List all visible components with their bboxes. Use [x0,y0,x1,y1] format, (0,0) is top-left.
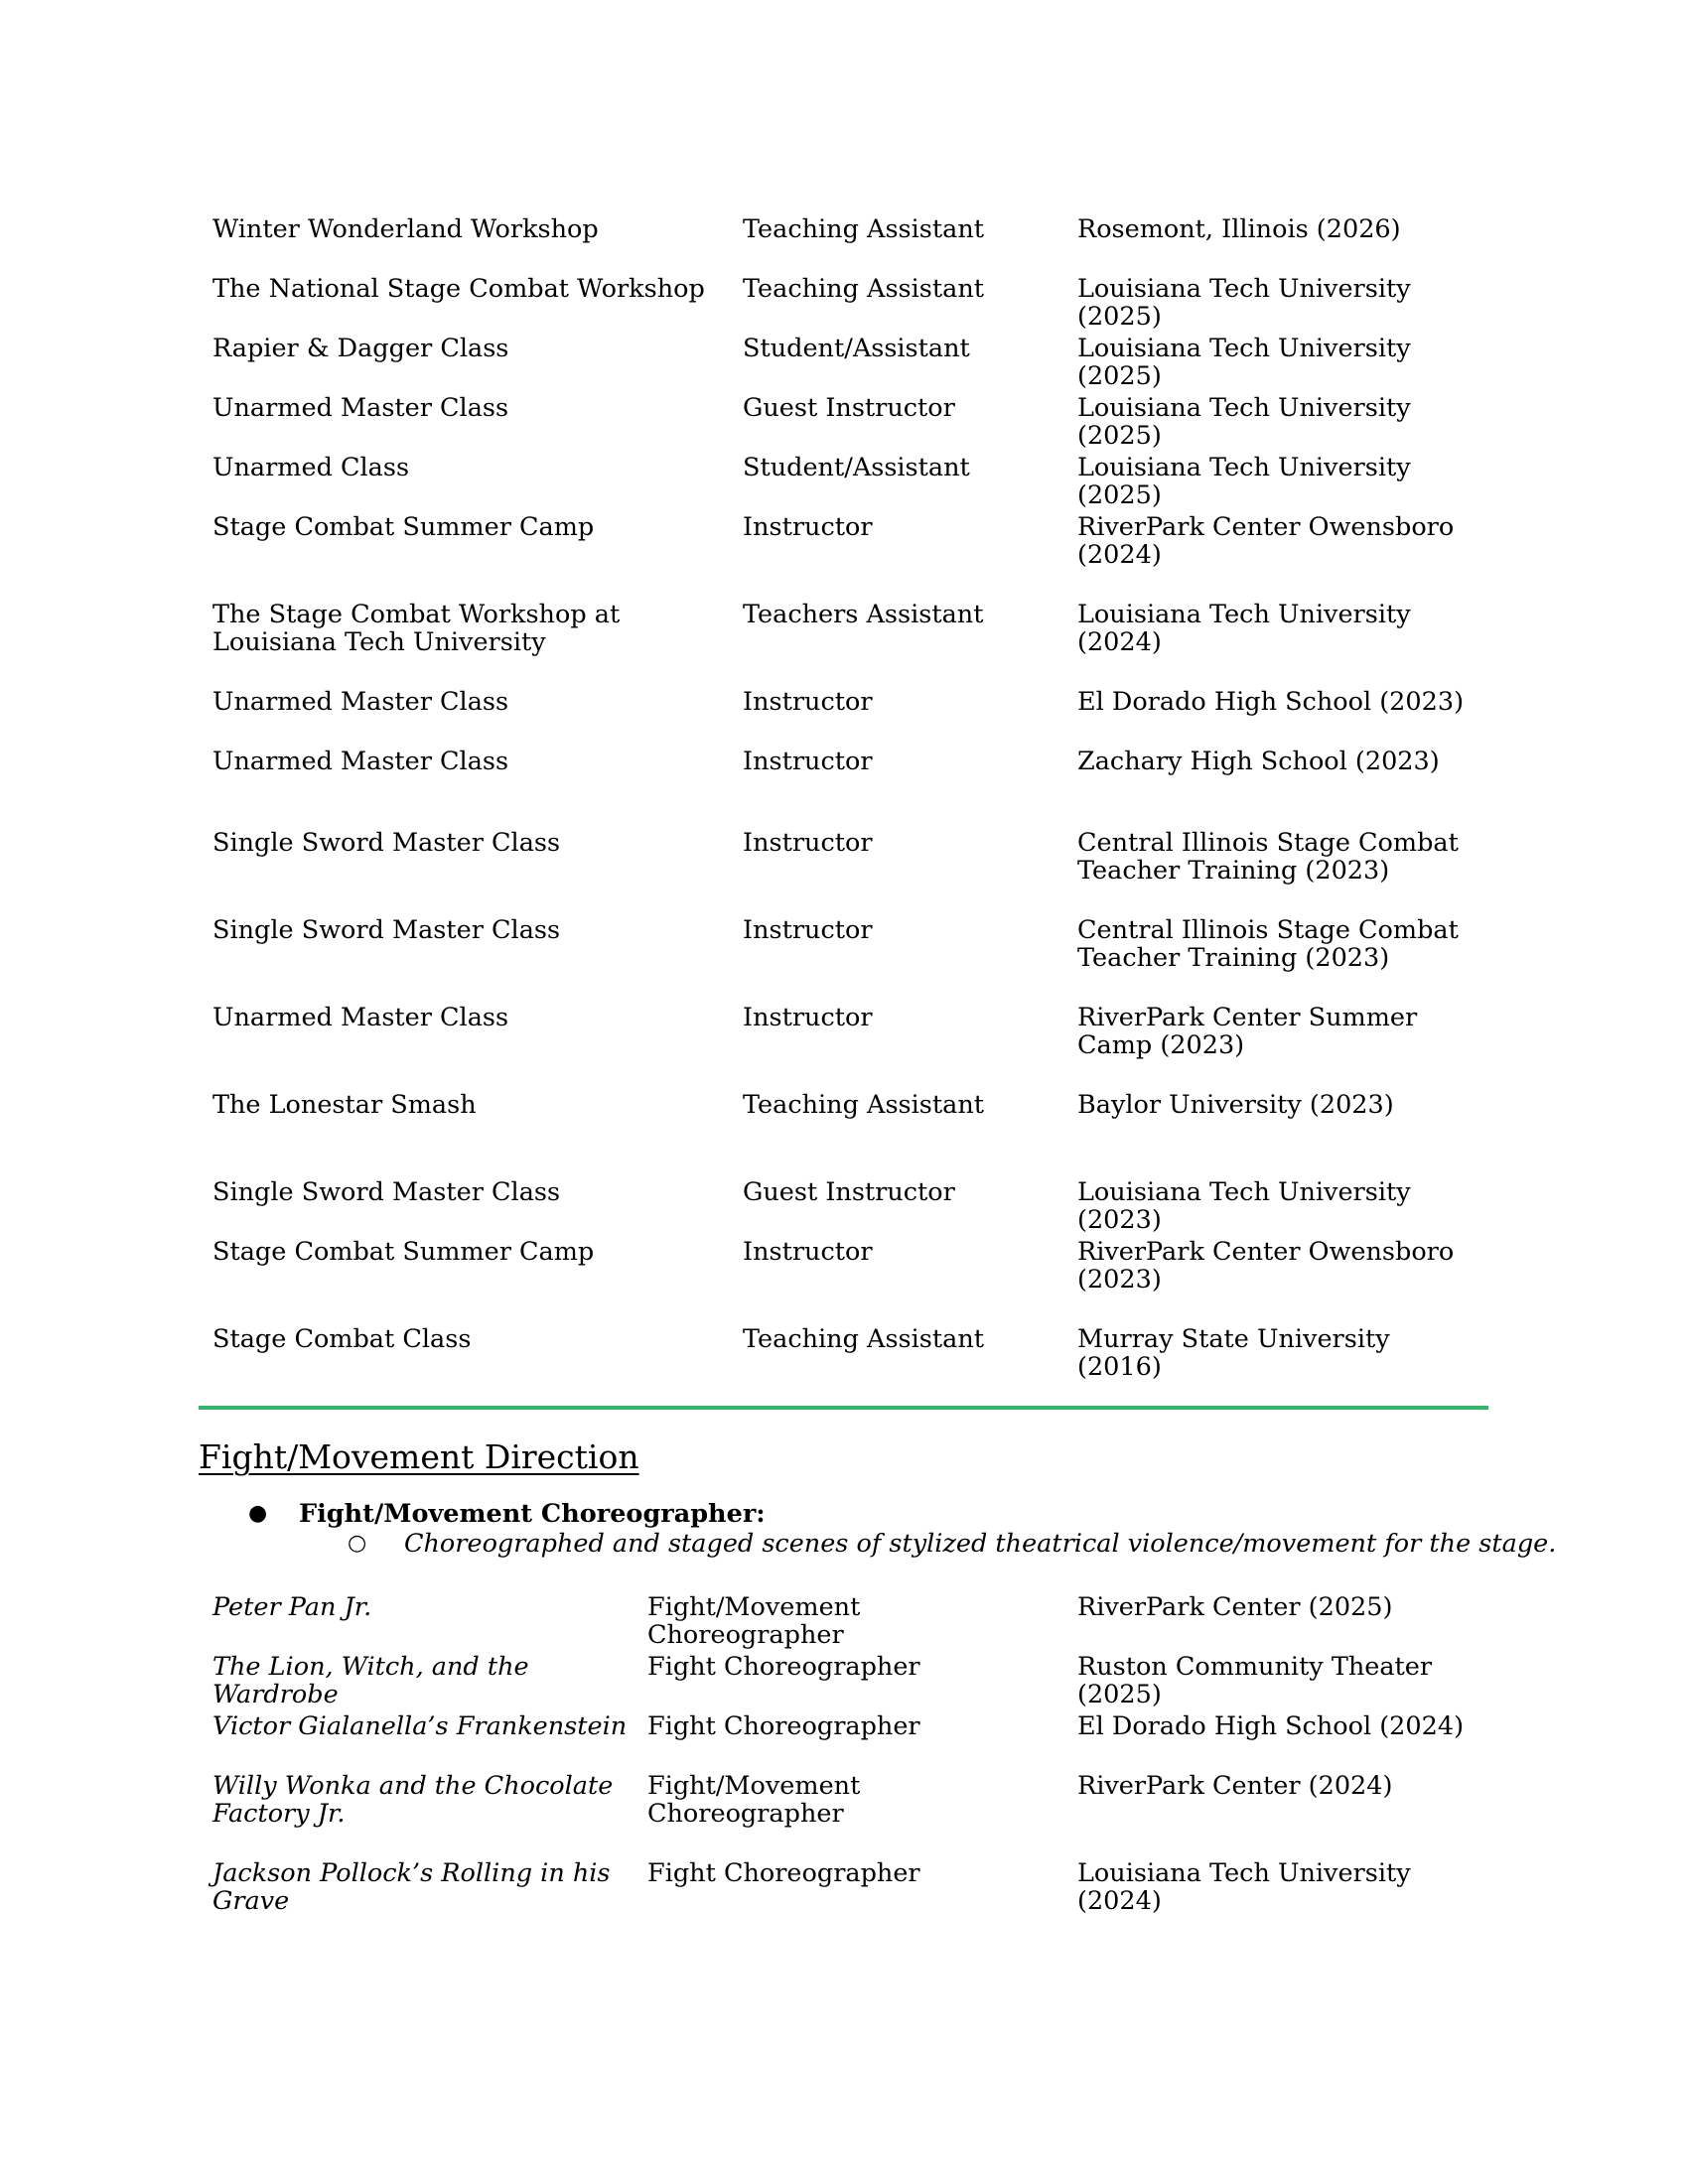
production-title: Victor Gialanella’s Frankenstein [212,1711,628,1741]
teaching-location: Central Illinois Stage Combat Teacher Training (2023) [1077,828,1459,886]
production-title: Peter Pan Jr. [212,1592,372,1622]
teaching-event: Rapier & Dagger Class [212,334,509,363]
teaching-role: Instructor [743,828,873,858]
teaching-event: Single Sword Master Class [212,828,561,858]
teaching-role: Teaching Assistant [743,1324,984,1354]
teaching-role: Student/Assistant [743,334,970,363]
teaching-event: The Stage Combat Workshop at Louisiana Tech University [212,600,621,657]
production-title: Willy Wonka and the Chocolate Factory Jr. [212,1771,614,1829]
teaching-role: Instructor [743,915,873,945]
teaching-location: Zachary High School (2023) [1077,747,1440,776]
teaching-location: Louisiana Tech University (2024) [1077,600,1411,657]
sub-bullet-icon: ○ [348,1531,367,1556]
section-divider [199,1406,1488,1410]
teaching-location: Murray State University (2016) [1077,1324,1390,1382]
teaching-location: Rosemont, Illinois (2026) [1077,214,1401,244]
teaching-event: Unarmed Master Class [212,1003,509,1032]
teaching-event: Unarmed Class [212,453,410,482]
production-venue: Louisiana Tech University (2024) [1077,1858,1411,1916]
sub-bullet-text: Choreographed and staged scenes of stylized theatrical violence/movement for the stage. [404,1529,1557,1559]
teaching-location: Louisiana Tech University (2025) [1077,334,1411,391]
production-venue: Ruston Community Theater (2025) [1077,1652,1433,1709]
production-venue: El Dorado High School (2024) [1077,1711,1465,1741]
teaching-role: Instructor [743,1003,873,1032]
teaching-event: Unarmed Master Class [212,393,509,423]
teaching-location: Louisiana Tech University (2025) [1077,274,1411,332]
teaching-location: Louisiana Tech University (2023) [1077,1177,1411,1235]
teaching-location: RiverPark Center Owensboro (2024) [1077,512,1455,570]
teaching-location: El Dorado High School (2023) [1077,687,1465,717]
production-role: Fight Choreographer [647,1652,920,1682]
teaching-event: Stage Combat Class [212,1324,472,1354]
teaching-event: Stage Combat Summer Camp [212,1237,595,1267]
teaching-location: RiverPark Center Owensboro (2023) [1077,1237,1455,1295]
production-venue: RiverPark Center (2025) [1077,1592,1393,1622]
teaching-event: The Lonestar Smash [212,1090,477,1120]
production-role: Fight Choreographer [647,1711,920,1741]
teaching-location: Louisiana Tech University (2025) [1077,393,1411,451]
teaching-role: Instructor [743,1237,873,1267]
production-venue: RiverPark Center (2024) [1077,1771,1393,1801]
teaching-location: RiverPark Center Summer Camp (2023) [1077,1003,1418,1060]
teaching-location: Louisiana Tech University (2025) [1077,453,1411,510]
production-title: Jackson Pollock’s Rolling in his Grave [212,1858,611,1916]
teaching-role: Teaching Assistant [743,1090,984,1120]
production-title: The Lion, Witch, and the Wardrobe [212,1652,529,1709]
teaching-event: Winter Wonderland Workshop [212,214,599,244]
teaching-role: Instructor [743,687,873,717]
teaching-location: Baylor University (2023) [1077,1090,1394,1120]
teaching-event: Single Sword Master Class [212,1177,561,1207]
production-role: Fight/Movement Choreographer [647,1592,861,1650]
bullet-label: Fight/Movement Choreographer: [299,1499,766,1529]
teaching-event: Unarmed Master Class [212,747,509,776]
teaching-role: Instructor [743,747,873,776]
bullet-icon: ● [248,1501,268,1526]
teaching-role: Teaching Assistant [743,274,984,304]
teaching-location: Central Illinois Stage Combat Teacher Training (2023) [1077,915,1459,973]
teaching-role: Teaching Assistant [743,214,984,244]
teaching-event: Single Sword Master Class [212,915,561,945]
teaching-event: The National Stage Combat Workshop [212,274,705,304]
teaching-role: Student/Assistant [743,453,970,482]
teaching-event: Unarmed Master Class [212,687,509,717]
teaching-role: Guest Instructor [743,393,955,423]
production-role: Fight/Movement Choreographer [647,1771,861,1829]
teaching-event: Stage Combat Summer Camp [212,512,595,542]
teaching-role: Guest Instructor [743,1177,955,1207]
teaching-role: Instructor [743,512,873,542]
section-heading: Fight/Movement Direction [199,1437,639,1476]
teaching-role: Teachers Assistant [743,600,984,629]
production-role: Fight Choreographer [647,1858,920,1888]
